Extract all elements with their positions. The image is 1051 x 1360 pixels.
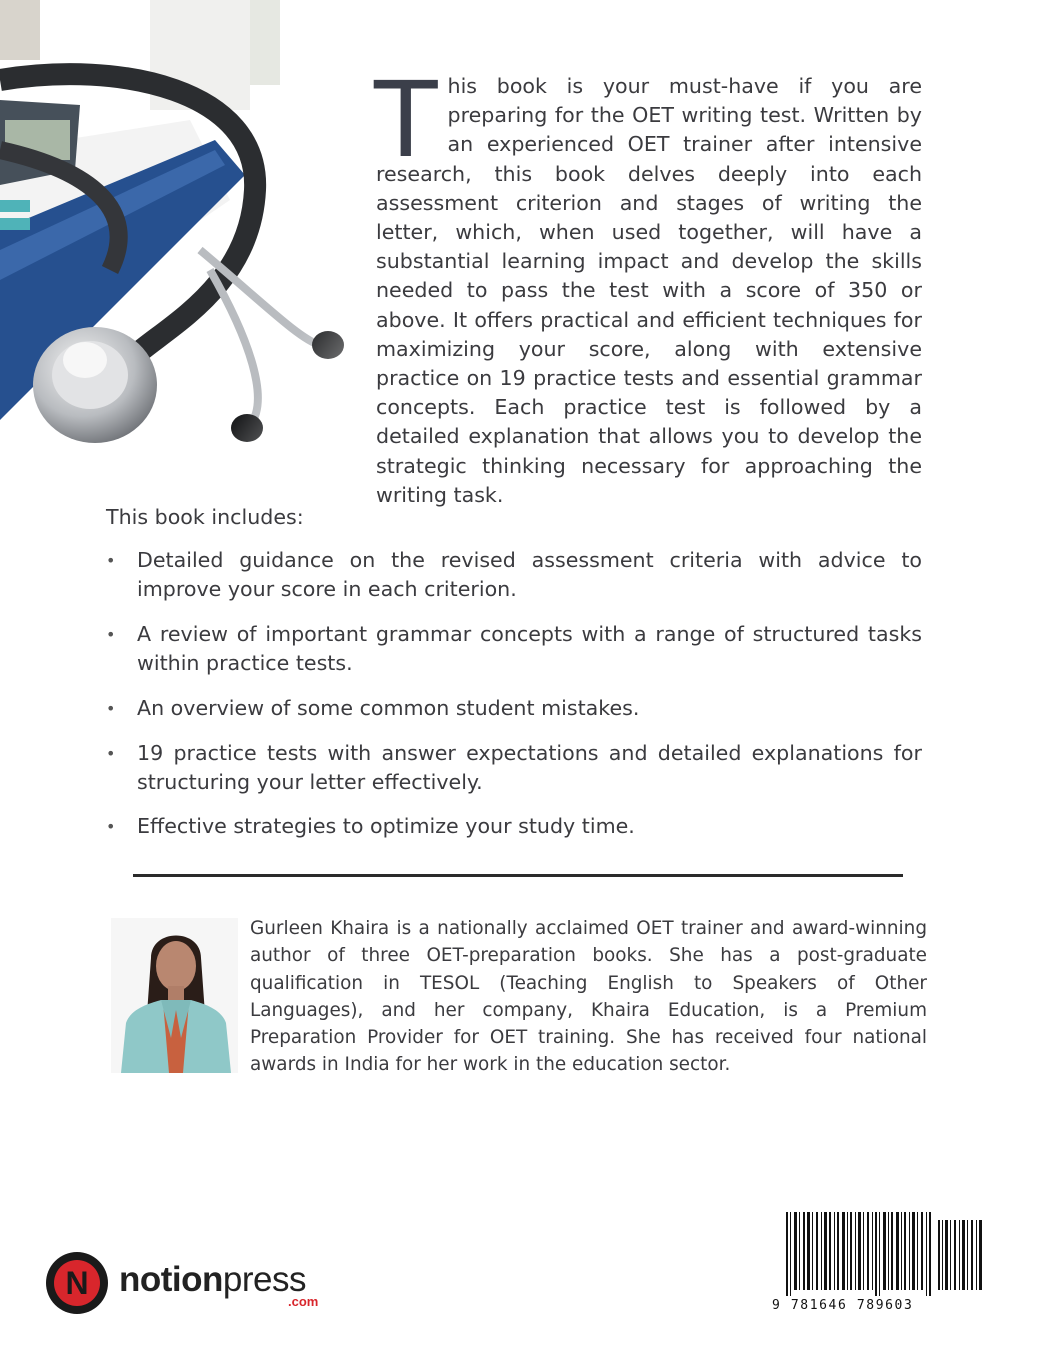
publisher-name-bold: notion (119, 1260, 223, 1299)
publisher-logo-letter: N (65, 1265, 89, 1301)
stethoscope-photo (0, 0, 360, 500)
list-item: • Effective strategies to optimize your study time. (106, 812, 922, 841)
publisher-domain: .com (288, 1294, 319, 1309)
list-item: • Detailed guidance on the revised assessment criteria with advice to improve your score in each criterion. (106, 546, 922, 604)
author-bio: Gurleen Khaira is a nationally acclaimed OET trainer and award-winning author of three OET-preparation books. She has a post-graduate qualification in TESOL (Teaching English to Speakers of Other Languages), and her company, Khaira Education, is a Premium Preparation Provider for OET training. She has received four national awards in India for her work in the education sector. (250, 918, 927, 1076)
blurb-paragraph (374, 59, 922, 510)
section-divider (133, 874, 903, 877)
barcode (776, 1190, 988, 1300)
list-item: • An overview of some common student mistakes. (106, 694, 922, 723)
author-photo (111, 918, 238, 1073)
includes-list (106, 546, 922, 857)
list-item: • 19 practice tests with answer expectations and detailed explanations for structuring your letter effectively. (106, 739, 922, 797)
barcode-digits: 9 781646 789603 (772, 1298, 914, 1313)
blurb-text: his book is your must-have if you are preparing for the OET writing test. Written by an experienced OET trainer after intensive research, this book delves deeply into each assessment criterion and stages of writing the letter, which, when used together, will have a substantial learning impact and develop the skills needed to pass the test with a score of 350 or above. It offers practical and efficient techniques for maximizing your score, along with extensive practice on 19 practice tests and essential grammar concepts. Each practice test is followed by a detailed explanation that allows you to develop the strategic thinking necessary for approaching the writing task. (376, 74, 922, 507)
drop-cap: T (374, 59, 438, 181)
publisher-name-light: press (222, 1260, 306, 1299)
publisher-name (119, 1262, 306, 1297)
list-item: • A review of important grammar concepts with a range of structured tasks within practice tests. (106, 620, 922, 678)
includes-heading: This book includes: (106, 505, 304, 529)
